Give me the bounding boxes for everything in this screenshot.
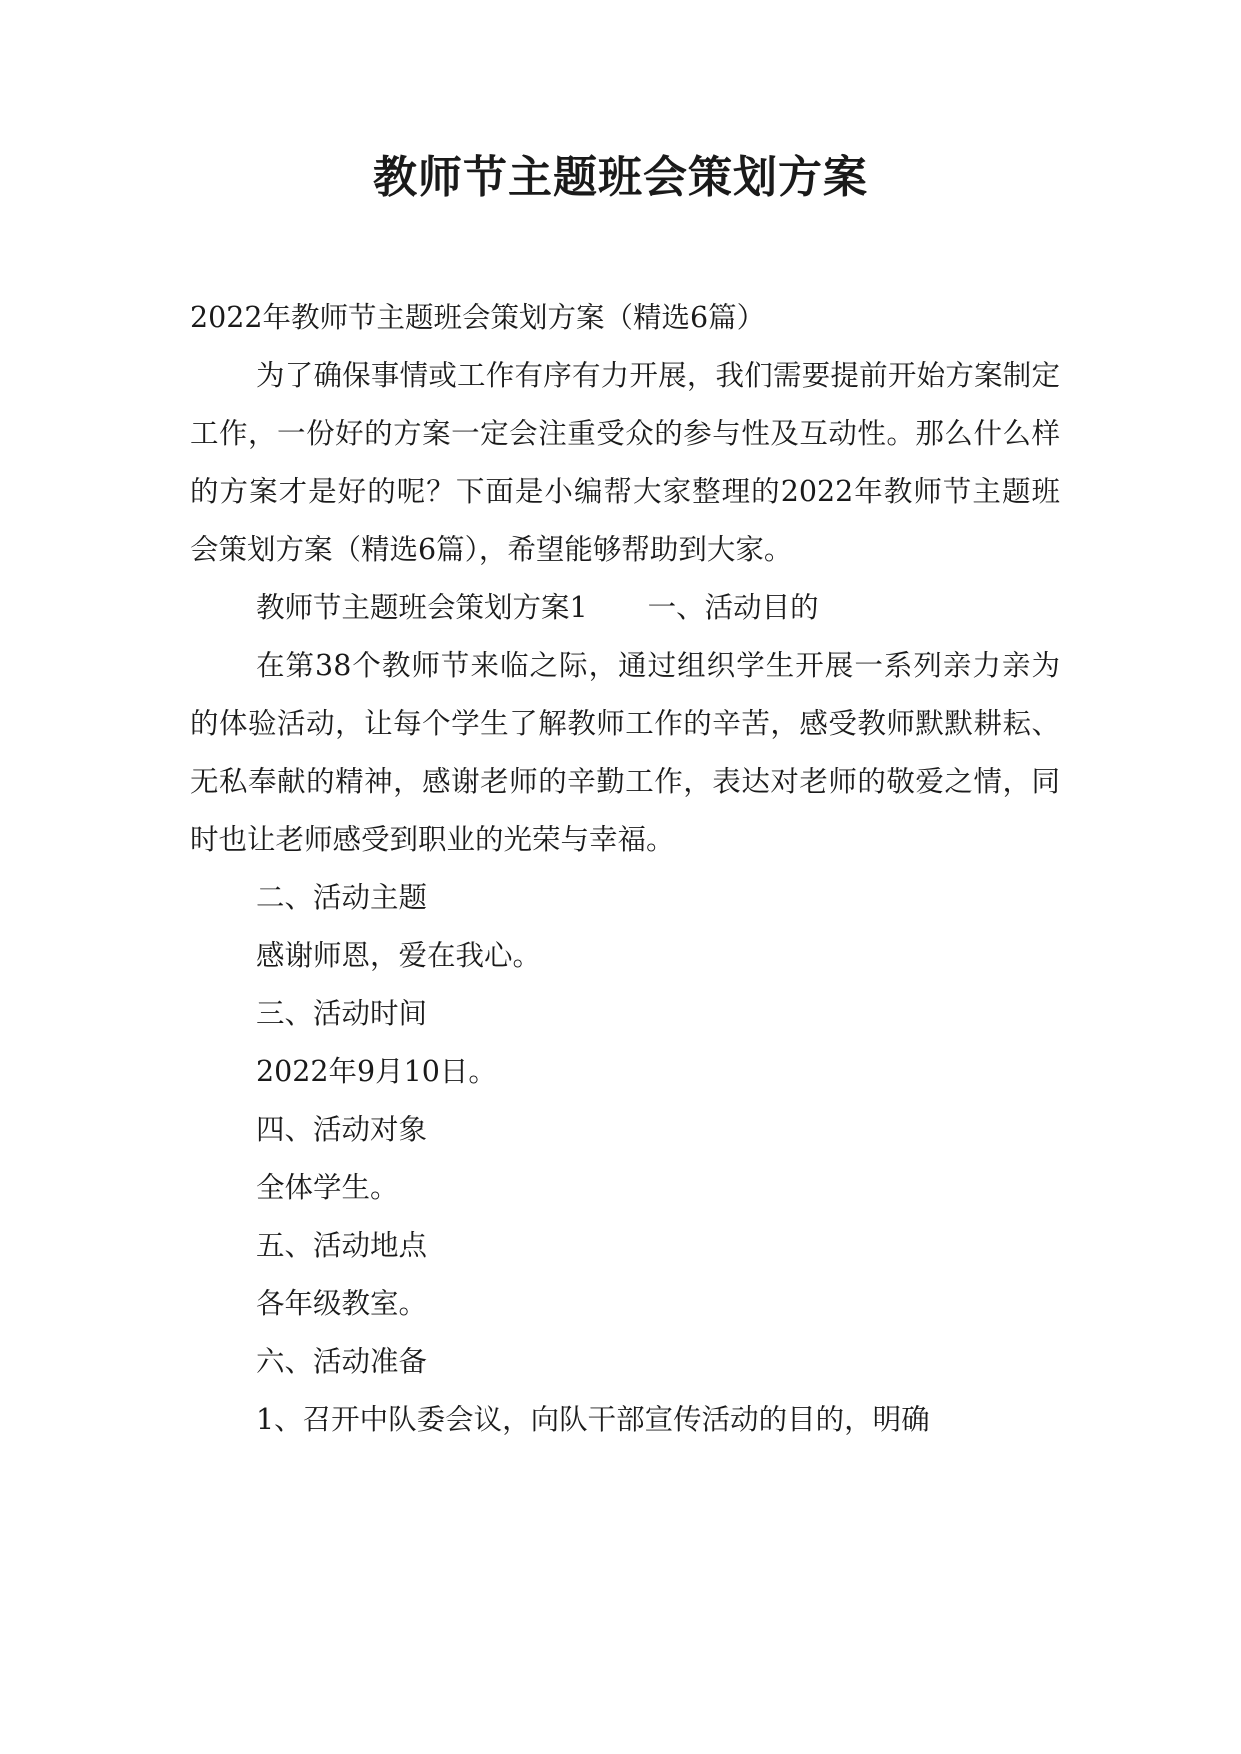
- item5-text: 各年级教室。: [256, 1287, 428, 1320]
- item3-heading: 三、活动时间: [256, 997, 428, 1030]
- item3-text: 2022年9月10日。: [256, 1055, 497, 1088]
- document-body: [190, 289, 1060, 1449]
- item6-text: 1、召开中队委会议，向队干部宣传活动的目的，明确: [256, 1403, 930, 1436]
- item6-heading: 六、活动准备: [256, 1345, 428, 1378]
- item2-text: 感谢师恩，爱在我心。: [256, 939, 542, 972]
- item1-paragraph: 在第38个教师节来临之际，通过组织学生开展一系列亲力亲为的体验活动，让每个学生了解教师工作的辛苦，感受教师默默耕耘、无私奉献的精神，感谢老师的辛勤工作，表达对老师的敬爱之情，同时也让老师感受到职业的光荣与幸福。: [190, 649, 1060, 856]
- item5-heading: 五、活动地点: [256, 1229, 428, 1262]
- intro-paragraph: 为了确保事情或工作有序有力开展，我们需要提前开始方案制定工作，一份好的方案一定会注重受众的参与性及互动性。那么什么样的方案才是好的呢？下面是小编帮大家整理的2022年教师节主题班会策划方案（精选6篇），希望能够帮助到大家。: [190, 359, 1060, 566]
- item2-heading: 二、活动主题: [256, 881, 428, 914]
- item4-heading: 四、活动对象: [256, 1113, 428, 1146]
- section-title: 教师节主题班会策划方案1: [256, 591, 588, 624]
- item1-heading: 一、活动目的: [647, 591, 819, 624]
- document-subtitle: 2022年教师节主题班会策划方案（精选6篇）: [190, 301, 766, 334]
- section-heading-line: [190, 579, 1060, 637]
- item4-text: 全体学生。: [256, 1171, 399, 1204]
- document-title: 教师节主题班会策划方案: [373, 152, 868, 203]
